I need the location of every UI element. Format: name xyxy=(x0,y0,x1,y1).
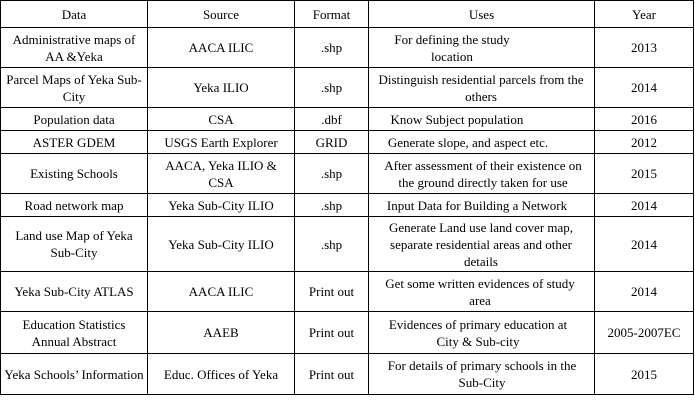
cell-data: Yeka Schools’ Information xyxy=(1,354,148,395)
table-row xyxy=(1,131,694,154)
cell-year: 2014 xyxy=(595,68,694,108)
cell-data: Administrative maps of AA &Yeka xyxy=(1,28,148,68)
cell-format: .dbf xyxy=(295,108,369,131)
cell-data: ASTER GDEM xyxy=(1,131,148,154)
cell-source: Yeka Sub-City ILIO xyxy=(148,194,295,217)
uses-text: For defining the study location xyxy=(394,31,510,64)
uses-text: Input Data for Building a Network xyxy=(386,197,568,213)
cell-uses xyxy=(369,68,595,108)
uses-text: Get some written evidences of study area xyxy=(385,275,575,308)
header-row xyxy=(1,1,694,28)
cell-uses xyxy=(369,272,595,312)
cell-year: 2005-2007EC xyxy=(595,312,694,354)
cell-source: Yeka ILIO xyxy=(148,68,295,108)
table-row xyxy=(1,194,694,217)
header-format: Format xyxy=(295,1,369,28)
header-uses: Uses xyxy=(369,1,595,28)
cell-uses xyxy=(369,154,595,194)
header-year: Year xyxy=(595,1,694,28)
cell-source: AACA ILIC xyxy=(148,28,295,68)
cell-uses xyxy=(369,194,595,217)
table-row xyxy=(1,68,694,108)
table-row xyxy=(1,354,694,395)
table-row xyxy=(1,108,694,131)
cell-format: .shp xyxy=(295,68,369,108)
cell-source: AACA, Yeka ILIO & CSA xyxy=(148,154,295,194)
cell-source: Yeka Sub-City ILIO xyxy=(148,217,295,272)
cell-year: 2014 xyxy=(595,272,694,312)
table-row xyxy=(1,272,694,312)
cell-uses xyxy=(369,354,595,395)
cell-uses xyxy=(369,131,595,154)
cell-data: Yeka Sub-City ATLAS xyxy=(1,272,148,312)
cell-format: .shp xyxy=(295,28,369,68)
cell-format: GRID xyxy=(295,131,369,154)
cell-year: 2013 xyxy=(595,28,694,68)
table-row xyxy=(1,154,694,194)
cell-year: 2014 xyxy=(595,217,694,272)
uses-text: Know Subject population xyxy=(390,111,524,127)
table-row xyxy=(1,217,694,272)
cell-source: USGS Earth Explorer xyxy=(148,131,295,154)
cell-year: 2015 xyxy=(595,354,694,395)
cell-data: Education Statistics Annual Abstract xyxy=(1,312,148,354)
cell-data: Population data xyxy=(1,108,148,131)
uses-text: Evidences of primary education at City & Sub-city xyxy=(388,316,568,349)
cell-year: 2015 xyxy=(595,154,694,194)
uses-text: After assessment of their existence on the ground directly taken for use xyxy=(384,157,582,190)
cell-format: .shp xyxy=(295,217,369,272)
cell-year: 2012 xyxy=(595,131,694,154)
cell-uses xyxy=(369,312,595,354)
uses-text: For details of primary schools in the Sub-City xyxy=(387,358,577,390)
cell-source: Educ. Offices of Yeka xyxy=(148,354,295,395)
cell-data: Land use Map of Yeka Sub-City xyxy=(1,217,148,272)
cell-year: 2016 xyxy=(595,108,694,131)
cell-source: AAEB xyxy=(148,312,295,354)
cell-source: CSA xyxy=(148,108,295,131)
cell-source: AACA ILIC xyxy=(148,272,295,312)
uses-text: Distinguish residential parcels from the others xyxy=(378,71,584,104)
cell-format: Print out xyxy=(295,354,369,395)
uses-text: Generate slope, and aspect etc. xyxy=(387,134,549,150)
cell-format: .shp xyxy=(295,194,369,217)
header-data: Data xyxy=(1,1,148,28)
table-row xyxy=(1,28,694,68)
cell-data: Road network map xyxy=(1,194,148,217)
cell-format: Print out xyxy=(295,312,369,354)
cell-year: 2014 xyxy=(595,194,694,217)
cell-data: Parcel Maps of Yeka Sub-City xyxy=(1,68,148,108)
cell-format: .shp xyxy=(295,154,369,194)
cell-uses xyxy=(369,217,595,272)
cell-format: Print out xyxy=(295,272,369,312)
cell-uses xyxy=(369,108,595,131)
cell-uses xyxy=(369,28,595,68)
uses-text: Generate Land use land cover map, separate residential areas and other details xyxy=(388,219,574,269)
table-row xyxy=(1,312,694,354)
header-source: Source xyxy=(148,1,295,28)
cell-data: Existing Schools xyxy=(1,154,148,194)
